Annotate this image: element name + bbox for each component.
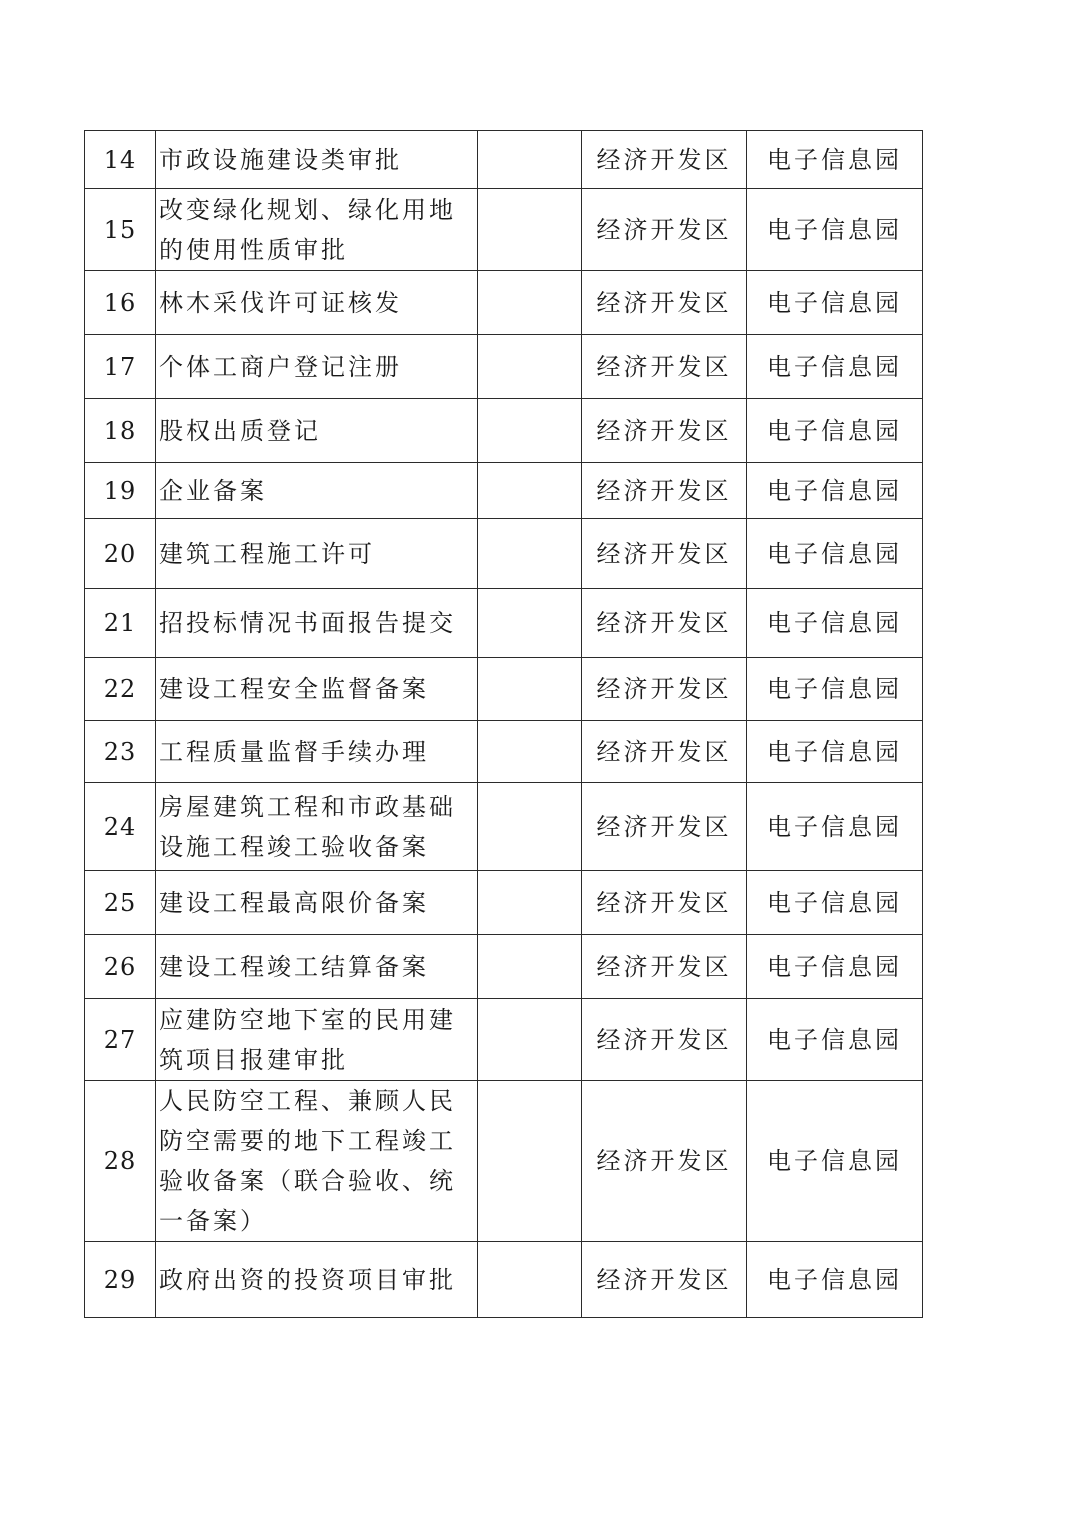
item-name-cell: 林木采伐许可证核发 <box>156 271 478 335</box>
table-row <box>85 271 923 335</box>
table-row <box>85 399 923 463</box>
park-cell: 电子信息园 <box>747 131 923 189</box>
park-cell: 电子信息园 <box>747 189 923 271</box>
item-number-cell: 18 <box>85 399 156 463</box>
item-name-cell: 改变绿化规划、绿化用地的使用性质审批 <box>156 189 478 271</box>
table-row <box>85 935 923 999</box>
table-body <box>85 131 923 1318</box>
item-number-cell: 21 <box>85 589 156 658</box>
district-cell: 经济开发区 <box>582 1081 747 1242</box>
empty-cell <box>478 658 582 721</box>
district-cell: 经济开发区 <box>582 131 747 189</box>
item-number-cell: 22 <box>85 658 156 721</box>
item-name-cell: 股权出质登记 <box>156 399 478 463</box>
empty-cell <box>478 935 582 999</box>
table-row <box>85 589 923 658</box>
item-number-cell: 28 <box>85 1081 156 1242</box>
park-cell: 电子信息园 <box>747 399 923 463</box>
item-number-cell: 23 <box>85 721 156 783</box>
item-name-cell: 工程质量监督手续办理 <box>156 721 478 783</box>
approval-items-table <box>84 130 923 1318</box>
table-row <box>85 131 923 189</box>
district-cell: 经济开发区 <box>582 189 747 271</box>
empty-cell <box>478 463 582 519</box>
item-name-cell: 建设工程最高限价备案 <box>156 871 478 935</box>
empty-cell <box>478 1081 582 1242</box>
item-name-cell: 市政设施建设类审批 <box>156 131 478 189</box>
empty-cell <box>478 871 582 935</box>
park-cell: 电子信息园 <box>747 519 923 589</box>
park-cell: 电子信息园 <box>747 463 923 519</box>
district-cell: 经济开发区 <box>582 871 747 935</box>
empty-cell <box>478 399 582 463</box>
item-number-cell: 17 <box>85 335 156 399</box>
district-cell: 经济开发区 <box>582 1242 747 1318</box>
park-cell: 电子信息园 <box>747 999 923 1081</box>
park-cell: 电子信息园 <box>747 589 923 658</box>
table-row <box>85 463 923 519</box>
item-number-cell: 24 <box>85 783 156 871</box>
district-cell: 经济开发区 <box>582 271 747 335</box>
item-name-cell: 政府出资的投资项目审批 <box>156 1242 478 1318</box>
park-cell: 电子信息园 <box>747 1242 923 1318</box>
item-number-cell: 15 <box>85 189 156 271</box>
district-cell: 经济开发区 <box>582 935 747 999</box>
item-number-cell: 19 <box>85 463 156 519</box>
item-number-cell: 26 <box>85 935 156 999</box>
table-row <box>85 721 923 783</box>
district-cell: 经济开发区 <box>582 783 747 871</box>
district-cell: 经济开发区 <box>582 999 747 1081</box>
park-cell: 电子信息园 <box>747 871 923 935</box>
item-name-cell: 建设工程安全监督备案 <box>156 658 478 721</box>
empty-cell <box>478 589 582 658</box>
district-cell: 经济开发区 <box>582 335 747 399</box>
empty-cell <box>478 131 582 189</box>
item-name-cell: 招投标情况书面报告提交 <box>156 589 478 658</box>
item-name-cell: 应建防空地下室的民用建筑项目报建审批 <box>156 999 478 1081</box>
empty-cell <box>478 721 582 783</box>
table-row <box>85 658 923 721</box>
district-cell: 经济开发区 <box>582 721 747 783</box>
table-row <box>85 783 923 871</box>
district-cell: 经济开发区 <box>582 589 747 658</box>
empty-cell <box>478 189 582 271</box>
item-number-cell: 27 <box>85 999 156 1081</box>
district-cell: 经济开发区 <box>582 658 747 721</box>
park-cell: 电子信息园 <box>747 1081 923 1242</box>
table-row <box>85 1081 923 1242</box>
empty-cell <box>478 335 582 399</box>
item-number-cell: 16 <box>85 271 156 335</box>
district-cell: 经济开发区 <box>582 519 747 589</box>
table-row <box>85 999 923 1081</box>
empty-cell <box>478 783 582 871</box>
park-cell: 电子信息园 <box>747 721 923 783</box>
empty-cell <box>478 1242 582 1318</box>
table-row <box>85 335 923 399</box>
table-row <box>85 519 923 589</box>
table-row <box>85 871 923 935</box>
park-cell: 电子信息园 <box>747 335 923 399</box>
table-row <box>85 189 923 271</box>
item-name-cell: 个体工商户登记注册 <box>156 335 478 399</box>
item-number-cell: 25 <box>85 871 156 935</box>
park-cell: 电子信息园 <box>747 271 923 335</box>
item-number-cell: 14 <box>85 131 156 189</box>
empty-cell <box>478 519 582 589</box>
item-name-cell: 房屋建筑工程和市政基础设施工程竣工验收备案 <box>156 783 478 871</box>
park-cell: 电子信息园 <box>747 658 923 721</box>
district-cell: 经济开发区 <box>582 463 747 519</box>
district-cell: 经济开发区 <box>582 399 747 463</box>
item-name-cell: 人民防空工程、兼顾人民防空需要的地下工程竣工验收备案（联合验收、统一备案） <box>156 1081 478 1242</box>
item-name-cell: 建筑工程施工许可 <box>156 519 478 589</box>
item-name-cell: 企业备案 <box>156 463 478 519</box>
park-cell: 电子信息园 <box>747 935 923 999</box>
item-number-cell: 20 <box>85 519 156 589</box>
empty-cell <box>478 999 582 1081</box>
empty-cell <box>478 271 582 335</box>
item-name-cell: 建设工程竣工结算备案 <box>156 935 478 999</box>
park-cell: 电子信息园 <box>747 783 923 871</box>
item-number-cell: 29 <box>85 1242 156 1318</box>
table-row <box>85 1242 923 1318</box>
